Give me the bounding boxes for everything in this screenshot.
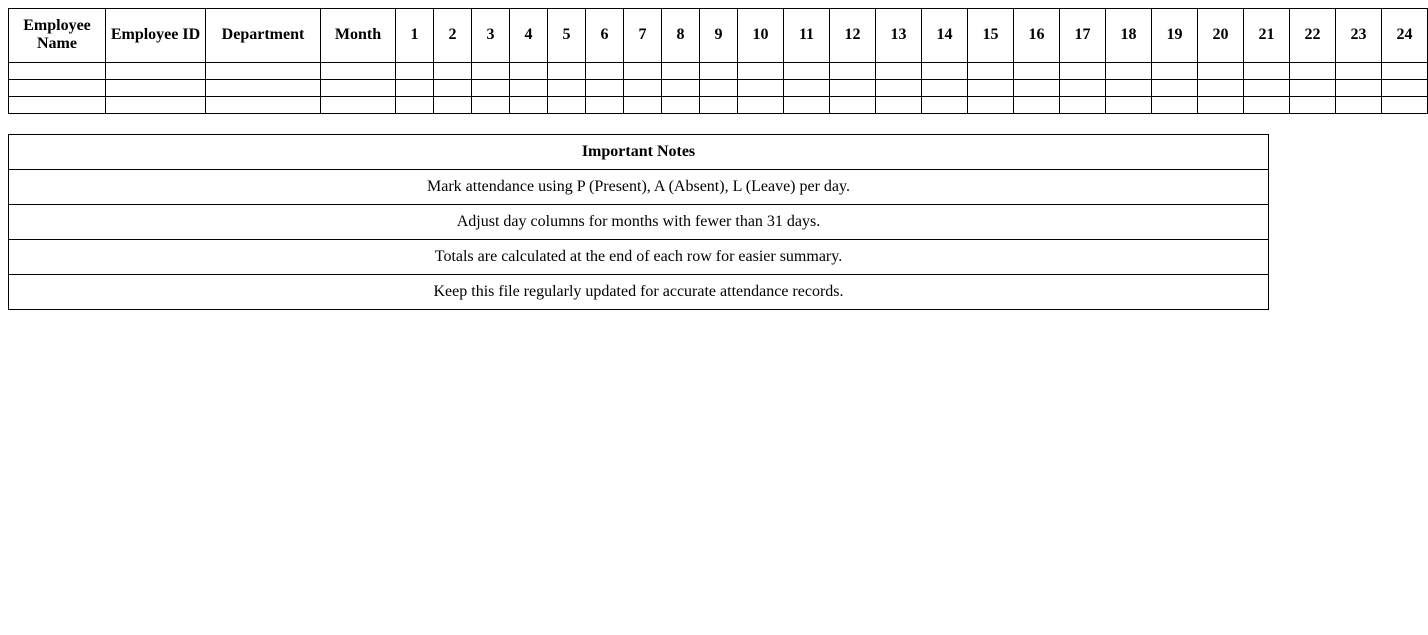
attendance-empty-cell — [1336, 79, 1382, 96]
attendance-empty-cell — [968, 96, 1014, 113]
attendance-header-row — [9, 9, 1428, 63]
attendance-empty-cell — [1060, 96, 1106, 113]
attendance-empty-cell — [1290, 62, 1336, 79]
attendance-empty-cell — [206, 96, 321, 113]
col-header-day-10: 10 — [738, 9, 784, 63]
attendance-empty-cell — [106, 62, 206, 79]
col-header-day-21: 21 — [1244, 9, 1290, 63]
note-text: Mark attendance using P (Present), A (Absent), L (Leave) per day. — [9, 169, 1269, 204]
attendance-empty-cell — [321, 79, 396, 96]
attendance-empty-cell — [876, 96, 922, 113]
attendance-empty-cell — [1244, 96, 1290, 113]
attendance-empty-cell — [510, 79, 548, 96]
attendance-empty-cell — [206, 62, 321, 79]
attendance-empty-cell — [9, 79, 106, 96]
col-header-day-4: 4 — [510, 9, 548, 63]
attendance-empty-cell — [1106, 62, 1152, 79]
attendance-empty-row — [9, 79, 1428, 96]
notes-header-row — [9, 134, 1269, 169]
col-header-day-15: 15 — [968, 9, 1014, 63]
col-header-day-6: 6 — [586, 9, 624, 63]
attendance-empty-cell — [922, 96, 968, 113]
col-header-day-13: 13 — [876, 9, 922, 63]
attendance-empty-cell — [9, 62, 106, 79]
note-text: Totals are calculated at the end of each row for easier summary. — [9, 239, 1269, 274]
attendance-empty-cell — [876, 62, 922, 79]
attendance-empty-cell — [662, 79, 700, 96]
attendance-empty-cell — [830, 79, 876, 96]
attendance-empty-cell — [510, 62, 548, 79]
attendance-empty-cell — [548, 79, 586, 96]
attendance-empty-cell — [1060, 79, 1106, 96]
attendance-empty-cell — [106, 96, 206, 113]
attendance-empty-cell — [510, 96, 548, 113]
col-header-day-23: 23 — [1336, 9, 1382, 63]
note-row — [9, 239, 1269, 274]
attendance-empty-cell — [472, 96, 510, 113]
attendance-empty-cell — [830, 62, 876, 79]
attendance-empty-cell — [624, 79, 662, 96]
col-header-day-12: 12 — [830, 9, 876, 63]
col-header-day-14: 14 — [922, 9, 968, 63]
attendance-empty-cell — [662, 96, 700, 113]
col-header-day-16: 16 — [1014, 9, 1060, 63]
attendance-empty-cell — [1198, 96, 1244, 113]
attendance-empty-cell — [784, 79, 830, 96]
attendance-empty-cell — [1152, 96, 1198, 113]
col-header-month: Month — [321, 9, 396, 63]
attendance-empty-cell — [321, 62, 396, 79]
attendance-empty-cell — [434, 62, 472, 79]
attendance-empty-cell — [1014, 79, 1060, 96]
attendance-empty-cell — [1106, 96, 1152, 113]
attendance-empty-cell — [1198, 62, 1244, 79]
attendance-empty-cell — [1244, 62, 1290, 79]
attendance-table-body — [9, 62, 1428, 113]
col-header-day-3: 3 — [472, 9, 510, 63]
col-header-day-2: 2 — [434, 9, 472, 63]
attendance-empty-cell — [738, 62, 784, 79]
col-header-department: Department — [206, 9, 321, 63]
attendance-empty-cell — [922, 62, 968, 79]
important-notes-table — [8, 134, 1269, 310]
attendance-empty-cell — [922, 79, 968, 96]
attendance-empty-cell — [1336, 62, 1382, 79]
note-text: Adjust day columns for months with fewer than 31 days. — [9, 204, 1269, 239]
col-header-employee-id: Employee ID — [106, 9, 206, 63]
col-header-day-19: 19 — [1152, 9, 1198, 63]
col-header-day-11: 11 — [784, 9, 830, 63]
attendance-empty-cell — [1014, 62, 1060, 79]
col-header-day-20: 20 — [1198, 9, 1244, 63]
attendance-table — [8, 8, 1428, 114]
attendance-empty-cell — [1244, 79, 1290, 96]
attendance-empty-cell — [472, 79, 510, 96]
attendance-empty-cell — [434, 96, 472, 113]
attendance-empty-cell — [624, 62, 662, 79]
attendance-empty-cell — [1152, 79, 1198, 96]
attendance-empty-cell — [1290, 96, 1336, 113]
col-header-employee-name: Employee Name — [9, 9, 106, 63]
attendance-empty-cell — [662, 62, 700, 79]
attendance-empty-cell — [586, 79, 624, 96]
col-header-day-8: 8 — [662, 9, 700, 63]
col-header-day-22: 22 — [1290, 9, 1336, 63]
col-header-day-9: 9 — [700, 9, 738, 63]
note-row — [9, 204, 1269, 239]
attendance-empty-cell — [1382, 79, 1428, 96]
attendance-empty-cell — [1014, 96, 1060, 113]
attendance-empty-cell — [1382, 62, 1428, 79]
attendance-empty-cell — [700, 62, 738, 79]
attendance-empty-cell — [1106, 79, 1152, 96]
attendance-empty-cell — [9, 96, 106, 113]
attendance-empty-cell — [700, 96, 738, 113]
attendance-empty-cell — [434, 79, 472, 96]
attendance-empty-row — [9, 96, 1428, 113]
attendance-empty-cell — [1290, 79, 1336, 96]
col-header-day-24: 24 — [1382, 9, 1428, 63]
attendance-empty-cell — [472, 62, 510, 79]
attendance-empty-cell — [700, 79, 738, 96]
col-header-day-5: 5 — [548, 9, 586, 63]
col-header-day-7: 7 — [624, 9, 662, 63]
attendance-empty-cell — [876, 79, 922, 96]
note-row — [9, 274, 1269, 309]
attendance-empty-cell — [206, 79, 321, 96]
attendance-empty-cell — [784, 96, 830, 113]
attendance-empty-cell — [784, 62, 830, 79]
col-header-day-18: 18 — [1106, 9, 1152, 63]
notes-title: Important Notes — [9, 134, 1269, 169]
attendance-empty-cell — [968, 79, 1014, 96]
attendance-empty-cell — [396, 79, 434, 96]
attendance-empty-cell — [738, 79, 784, 96]
attendance-empty-cell — [396, 96, 434, 113]
attendance-empty-cell — [1198, 79, 1244, 96]
col-header-day-17: 17 — [1060, 9, 1106, 63]
attendance-empty-cell — [321, 96, 396, 113]
attendance-empty-cell — [1060, 62, 1106, 79]
attendance-empty-cell — [396, 62, 434, 79]
attendance-empty-row — [9, 62, 1428, 79]
attendance-empty-cell — [586, 96, 624, 113]
attendance-empty-cell — [548, 96, 586, 113]
attendance-empty-cell — [968, 62, 1014, 79]
attendance-empty-cell — [548, 62, 586, 79]
attendance-empty-cell — [1152, 62, 1198, 79]
note-text: Keep this file regularly updated for accurate attendance records. — [9, 274, 1269, 309]
attendance-empty-cell — [1336, 96, 1382, 113]
note-row — [9, 169, 1269, 204]
attendance-empty-cell — [1382, 96, 1428, 113]
attendance-empty-cell — [106, 79, 206, 96]
attendance-empty-cell — [624, 96, 662, 113]
attendance-empty-cell — [586, 62, 624, 79]
col-header-day-1: 1 — [396, 9, 434, 63]
attendance-empty-cell — [738, 96, 784, 113]
attendance-empty-cell — [830, 96, 876, 113]
